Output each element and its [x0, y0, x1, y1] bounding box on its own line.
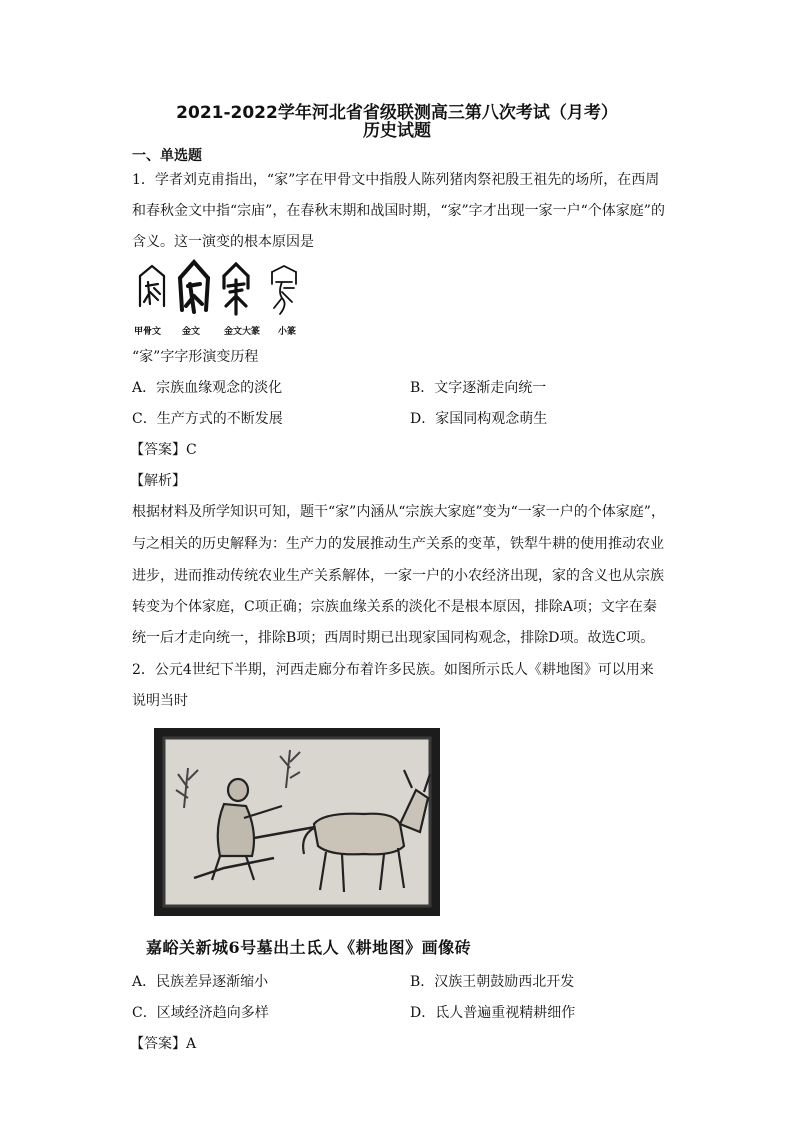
bronze-glyph-icon: [180, 262, 208, 312]
q2-stem-line-2: 说明当时: [132, 693, 188, 709]
plowing-scene-illustration: [154, 728, 440, 916]
q1-analysis-line-4: 转变为个体家庭，C项正确；宗族血缘关系的淡化不是根本原因，排除A项；文字在秦: [132, 599, 657, 615]
q1-analysis-line-5: 统一后才走向统一，排除B项；西周时期已出现家国同构观念，排除D项。故选C项。: [132, 630, 655, 646]
q1-option-a: A．宗族血缘观念的淡化: [132, 380, 283, 396]
document-subtitle: 历史试题: [363, 121, 431, 141]
q2-option-b: B．汉族王朝鼓励西北开发: [410, 974, 575, 990]
q1-answer: 【答案】C: [130, 442, 197, 458]
q1-option-c: C．生产方式的不断发展: [132, 411, 283, 427]
small-seal-glyph-icon: [272, 266, 296, 314]
q1-analysis-line-2: 与之相关的历史解释为：生产力的发展推动生产关系的变革，铁犁牛耕的使用推动农业: [132, 536, 664, 552]
q2-photo-caption: 嘉峪关新城6号墓出土氐人《耕地图》画像砖: [146, 938, 472, 957]
q2-option-d: D．氐人普遍重视精耕细作: [410, 1005, 576, 1021]
q1-option-b: B．文字逐渐走向统一: [410, 380, 547, 396]
glyph-label-large-seal: 金文大篆: [224, 327, 261, 337]
q2-option-a: A．民族差异逐渐缩小: [132, 974, 269, 990]
q1-option-d: D．家国同构观念萌生: [410, 411, 548, 427]
glyph-label-small-seal: 小篆: [278, 327, 297, 337]
q2-option-c: C．区域经济趋向多样: [132, 1005, 269, 1021]
q1-analysis-line-1: 根据材料及所学知识可知，题干“家”内涵从“宗族大家庭”变为“一家一户的个体家庭”，: [132, 504, 665, 520]
q1-analysis-line-3: 进步，进而推动传统农业生产关系解体，一家一户的小农经济出现，家的含义也从宗族: [132, 568, 664, 584]
jia-glyphs-illustration: [132, 258, 312, 324]
q1-stem-line-3: 含义。这一演变的根本原因是: [132, 234, 314, 250]
plowing-mural-brick-image: [154, 728, 440, 916]
document-title: 2021-2022学年河北省省级联测高三第八次考试（月考）: [176, 103, 618, 123]
glyph-label-bronze: 金文: [182, 327, 201, 337]
q1-stem-line-1: 1．学者刘克甫指出，“家”字在甲骨文中指殷人陈列猪肉祭祀殷王祖先的场所，在西周: [132, 172, 660, 188]
q1-stem-line-2: 和春秋金文中指“宗庙”，在春秋末期和战国时期，“家”字才出现一家一户“个体家庭”的: [132, 203, 665, 219]
q2-stem-line-1: 2．公元4世纪下半期，河西走廊分布着许多民族。如图所示氐人《耕地图》可以用来: [132, 662, 654, 678]
q1-figure-caption: “家”字字形演变历程: [132, 349, 259, 365]
q1-analysis-label: 【解析】: [130, 473, 186, 489]
large-seal-glyph-icon: [224, 264, 248, 314]
section-heading: 一、单选题: [132, 148, 202, 164]
q2-answer: 【答案】A: [130, 1036, 197, 1052]
glyph-label-oracle: 甲骨文: [134, 327, 162, 337]
jia-character-evolution-figure: [132, 258, 312, 337]
oracle-bone-glyph-icon: [140, 266, 164, 306]
